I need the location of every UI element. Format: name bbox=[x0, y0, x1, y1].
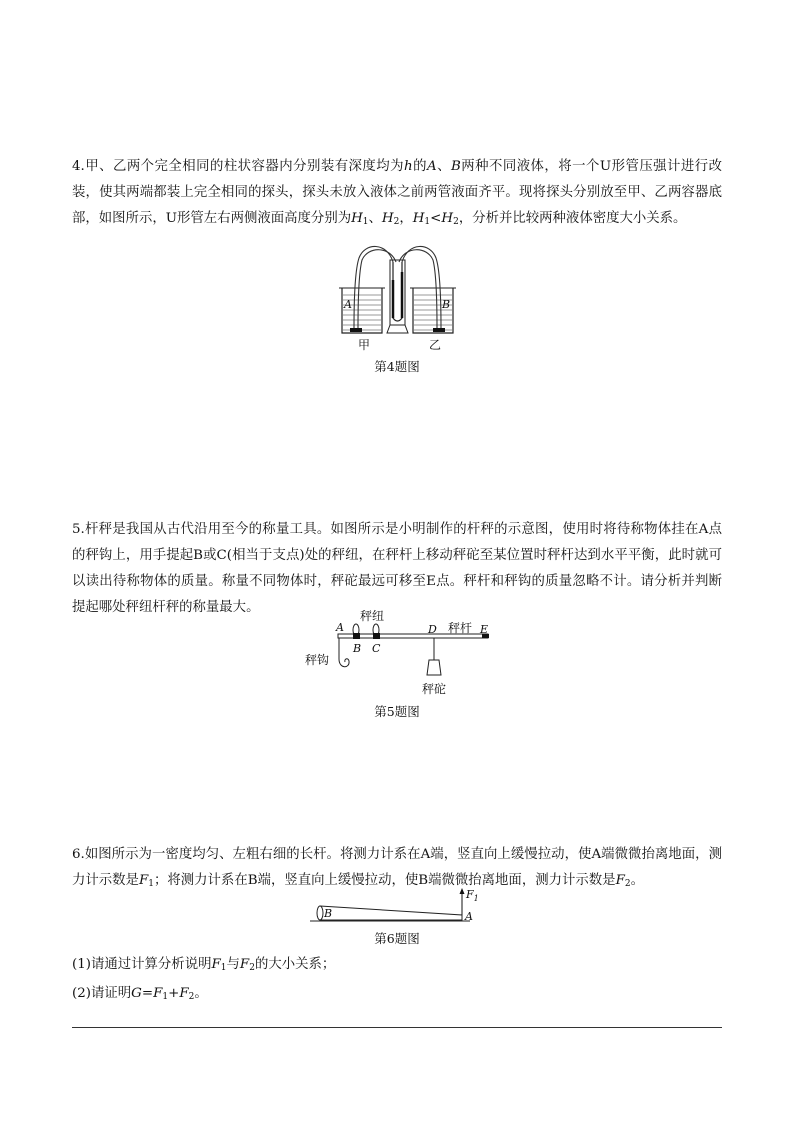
rod bbox=[320, 906, 462, 920]
probe-left bbox=[350, 328, 362, 332]
hook bbox=[339, 638, 349, 667]
label-jia: 甲 bbox=[358, 338, 371, 352]
label-E: E bbox=[480, 623, 489, 636]
question-6-part-2: (2)请证明$G=F_1+F_2$。 bbox=[72, 986, 208, 1002]
label-C: C bbox=[372, 642, 381, 655]
question-5 bbox=[72, 517, 722, 621]
label-weight: 秤砣 bbox=[422, 682, 447, 696]
label-A: A bbox=[336, 621, 344, 634]
label-D: D bbox=[428, 623, 437, 636]
steelyard-figure bbox=[300, 607, 500, 699]
question-4-text: 4.甲、乙两个完全相同的柱状容器内分别装有深度均为h的A、B两种不同液体，将一个U形管压强计进行改装，使其两端都装上完全相同的探头，探头未放入液体之前两管液面齐平。现将探头分别放至甲、乙两容器底部，如图所示，U形管左右两侧液面高度分别为$H_1$、$H_2$，$H_1<H_2$，分析并比较两种液体密度大小关系。 bbox=[72, 159, 722, 227]
label-A: A bbox=[344, 298, 352, 311]
figure-4-caption: 第4题图 bbox=[374, 359, 420, 374]
probe-right bbox=[433, 328, 445, 332]
label-A: A bbox=[465, 910, 473, 923]
label-B: B bbox=[353, 642, 362, 655]
weight bbox=[427, 638, 441, 675]
question-6-parts bbox=[72, 952, 722, 1010]
bottom-divider bbox=[72, 1027, 722, 1028]
label-yi: 乙 bbox=[429, 338, 442, 352]
question-6-part-1: (1)请通过计算分析说明$F_1$与$F_2$的大小关系； bbox=[72, 957, 336, 973]
label-F1: $F_1$ bbox=[466, 888, 479, 903]
figure-6-caption: 第6题图 bbox=[374, 931, 420, 946]
figure-5-caption: 第5题图 bbox=[374, 704, 420, 719]
label-B: B bbox=[324, 907, 333, 920]
label-hook: 秤钩 bbox=[305, 653, 330, 667]
u-tube-manometer-figure bbox=[335, 240, 465, 355]
question-6-text: 6.如图所示为一密度均匀、左粗右细的长杆。将测力计系在A端，竖直向上缓慢拉动，使A端微微抬离地面，测力计示数是$F_1$；将测力计系在B端，竖直向上缓慢拉动，使B端微微抬离地面，测力计示数是$F_2$。 bbox=[72, 847, 722, 889]
question-5-text: 5.杆秤是我国从古代沿用至今的称量工具。如图所示是小明制作的杆秤的示意图，使用时将待称物体挂在A点的秤钩上，用手提起B或C(相当于支点)处的秤纽，在秤杆上移动秤砣至某位置时秤杆达到水平平衡，此时就可以读出待称物体的质量。称量不同物体时，秤砣最远可移至E点。秤杆和秤钩的质量忽略不计。请分析并判断提起哪处秤纽杆秤的称量最大。 bbox=[72, 522, 722, 615]
label-B: B bbox=[442, 298, 451, 311]
label-beam: 秤杆 bbox=[448, 621, 473, 635]
u-tube bbox=[387, 260, 408, 333]
question-4 bbox=[72, 154, 722, 235]
tapered-rod-figure bbox=[310, 884, 485, 926]
label-knob: 秤纽 bbox=[360, 609, 385, 623]
